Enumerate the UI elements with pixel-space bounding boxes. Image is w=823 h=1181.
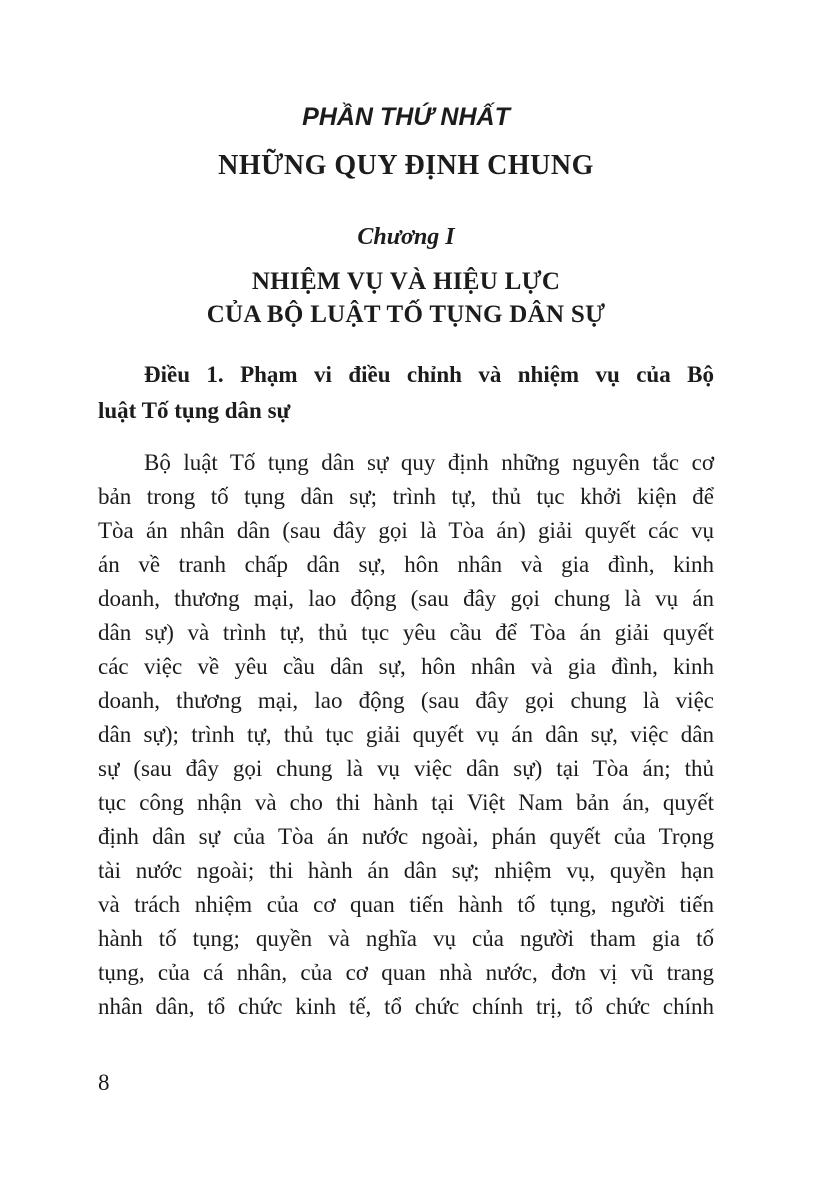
body-text-line: nhân dân, tổ chức kinh tế, tổ chức chính trị, tổ chức chính <box>98 994 714 1019</box>
body-text-line: án về tranh chấp dân sự, hôn nhân và gia đình, kinh <box>98 552 714 577</box>
body-text-line: dân sự) và trình tự, thủ tục yêu cầu để Tòa án giải quyết <box>98 620 714 645</box>
page-number: 8 <box>98 1070 110 1095</box>
body-text-line: doanh, thương mại, lao động (sau đây gọi chung là vụ án <box>98 586 714 611</box>
body-text-line: hành tố tụng; quyền và nghĩa vụ của người tham gia tố <box>98 926 714 951</box>
article-body-paragraph <box>98 446 714 1024</box>
body-text-line: Tòa án nhân dân (sau đây gọi là Tòa án) giải quyết các vụ <box>98 518 714 543</box>
part-title: PHẦN THỨ NHẤT <box>302 103 510 131</box>
body-text-line: dân sự); trình tự, thủ tục giải quyết vụ án dân sự, việc dân <box>98 722 714 747</box>
chapter-title-line: CỦA BỘ LUẬT TỐ TỤNG DÂN SỰ <box>206 301 606 328</box>
chapter-label: Chương I <box>357 224 455 250</box>
part-subtitle: NHỮNG QUY ĐỊNH CHUNG <box>218 150 594 181</box>
body-text-line: doanh, thương mại, lao động (sau đây gọi chung là việc <box>98 688 714 713</box>
chapter-title <box>98 265 714 331</box>
chapter-title-line: NHIỆM VỤ VÀ HIỆU LỰC <box>251 268 561 295</box>
body-text-line: tài nước ngoài; thi hành án dân sự; nhiệm vụ, quyền hạn <box>98 858 714 883</box>
body-text-line: và trách nhiệm của cơ quan tiến hành tố tụng, người tiến <box>98 892 714 917</box>
body-text-line: sự (sau đây gọi chung là vụ việc dân sự) tại Tòa án; thủ <box>98 756 714 781</box>
body-text-line: các việc về yêu cầu dân sự, hôn nhân và gia đình, kinh <box>98 654 714 679</box>
article-heading-line: Điều 1. Phạm vi điều chỉnh và nhiệm vụ của Bộ <box>144 362 714 387</box>
body-text-line: tục công nhận và cho thi hành tại Việt Nam bản án, quyết <box>98 790 714 815</box>
article-heading <box>98 357 714 429</box>
body-text-line: bản trong tố tụng dân sự; trình tự, thủ tục khởi kiện để <box>98 484 714 509</box>
body-text-line: định dân sự của Tòa án nước ngoài, phán quyết của Trọng <box>98 824 714 849</box>
article-heading-line: luật Tố tụng dân sự <box>98 398 291 423</box>
body-text-line: Bộ luật Tố tụng dân sự quy định những nguyên tắc cơ <box>144 450 714 475</box>
body-text-line: tụng, của cá nhân, của cơ quan nhà nước, đơn vị vũ trang <box>98 960 714 985</box>
